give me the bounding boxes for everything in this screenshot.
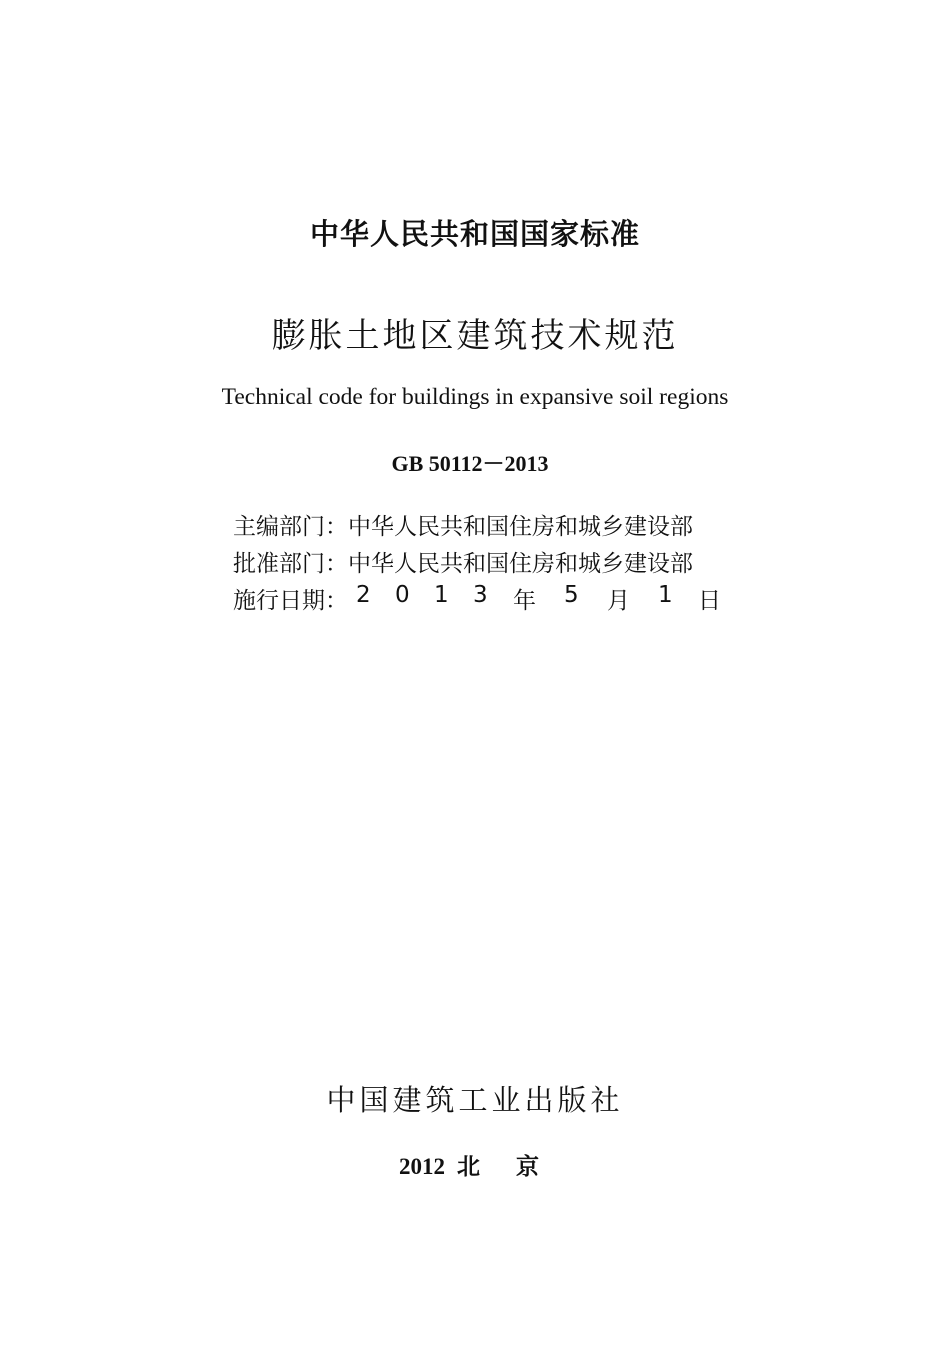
effective-date-row	[233, 582, 753, 615]
standard-code: GB 50112－2013	[391, 451, 549, 476]
date-char: 1	[658, 582, 673, 608]
date-char: 0	[395, 582, 410, 608]
chief-editor-value: 中华人民共和国住房和城乡建设部	[348, 514, 693, 540]
effective-date-value	[348, 582, 738, 612]
date-char: 日	[698, 588, 721, 614]
date-char: 2	[356, 582, 371, 608]
publication-year: 2012	[398, 1154, 445, 1179]
chief-editor-label: 主编部门：	[233, 514, 348, 540]
standard-series-title: 中华人民共和国国家标准	[309, 217, 640, 251]
publication-city: 北 京	[456, 1154, 553, 1180]
publication-place-year	[1, 1148, 950, 1181]
approver-value: 中华人民共和国住房和城乡建设部	[348, 551, 693, 577]
approver-label: 批准部门：	[233, 551, 348, 577]
date-char: 5	[564, 582, 579, 608]
date-char: 1	[434, 582, 449, 608]
date-char: 月	[607, 588, 630, 614]
document-title-english: Technical code for buildings in expansive soil regions	[221, 384, 729, 410]
effective-date-label: 施行日期：	[233, 588, 348, 614]
date-char: 年	[513, 588, 536, 614]
approver-row	[233, 545, 753, 578]
publisher-name: 中国建筑工业出版社	[326, 1083, 624, 1117]
chief-editor-row	[233, 508, 753, 541]
document-title-chinese: 膨胀土地区建筑技术规范	[271, 316, 679, 356]
date-char: 3	[473, 582, 488, 608]
